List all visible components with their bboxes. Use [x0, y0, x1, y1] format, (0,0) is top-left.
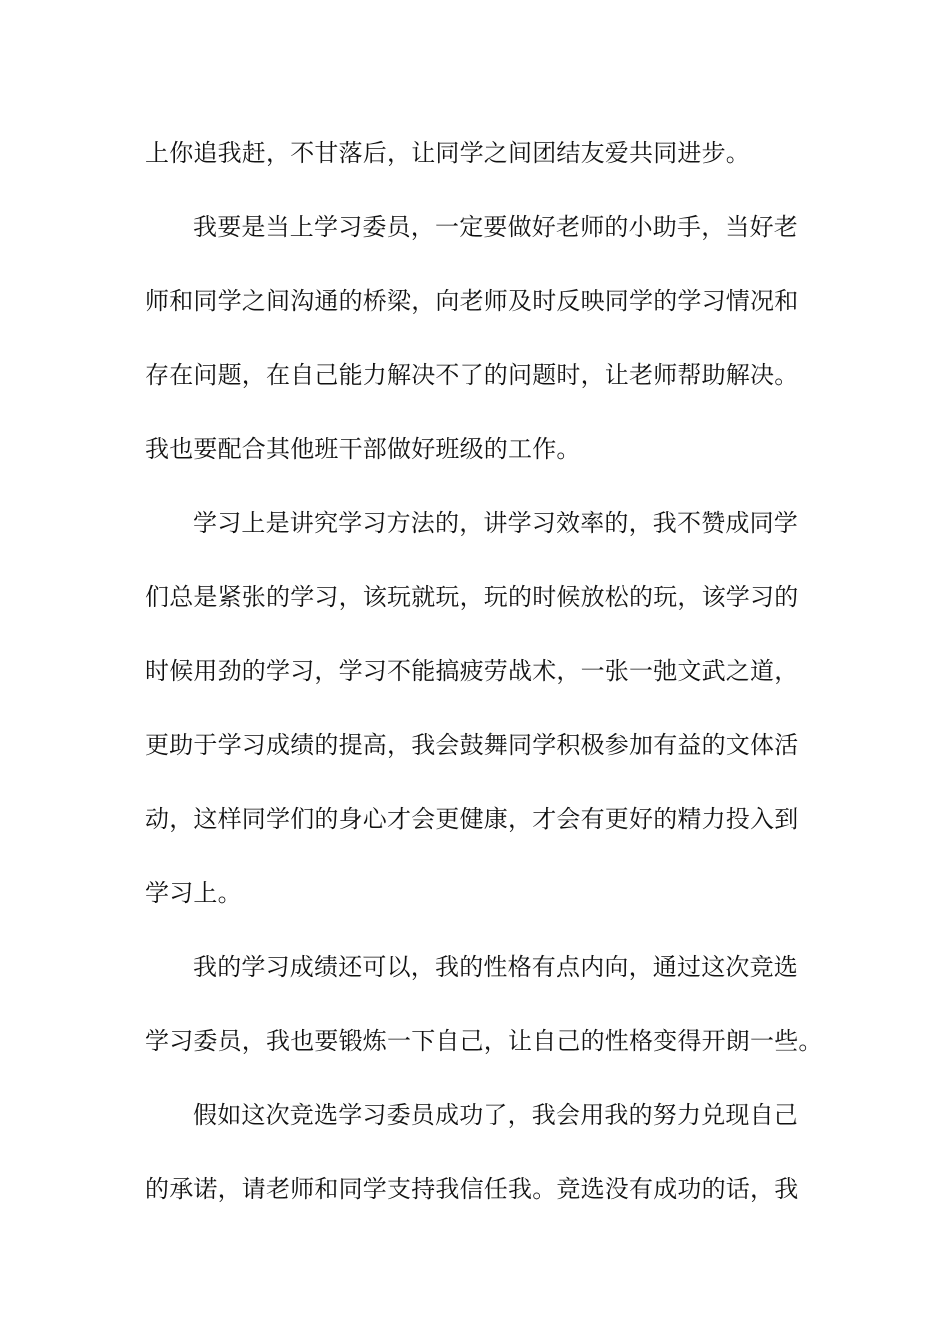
text-line: 师和同学之间沟通的桥梁，向老师及时反映同学的学习情况和 [145, 287, 799, 315]
text-line: 们总是紧张的学习，该玩就玩，玩的时候放松的玩，该学习的 [145, 583, 799, 611]
document-body [145, 128, 823, 1238]
paragraph-start-line: 假如这次竞选学习委员成功了，我会用我的努力兑现自己 [193, 1101, 798, 1129]
text-line: 的承诺，请老师和同学支持我信任我。竞选没有成功的话，我 [145, 1175, 799, 1203]
text-line: 动，这样同学们的身心才会更健康，才会有更好的精力投入到 [145, 805, 799, 833]
paragraph-start-line: 我的学习成绩还可以，我的性格有点内向，通过这次竞选 [193, 953, 798, 981]
text-line: 学习上。 [145, 879, 242, 907]
paragraph-start-line: 学习上是讲究学习方法的，讲学习效率的，我不赞成同学 [193, 509, 798, 537]
text-line: 我也要配合其他班干部做好班级的工作。 [145, 435, 581, 463]
text-line: 学习委员，我也要锻炼一下自己，让自己的性格变得开朗一些。 [145, 1027, 823, 1055]
paragraph-start-line: 我要是当上学习委员，一定要做好老师的小助手，当好老 [193, 213, 798, 241]
text-line: 更助于学习成绩的提高，我会鼓舞同学积极参加有益的文体活 [145, 731, 799, 759]
text-line: 存在问题，在自己能力解决不了的问题时，让老师帮助解决。 [145, 361, 799, 389]
text-line: 上你追我赶，不甘落后，让同学之间团结友爱共同进步。 [145, 139, 750, 167]
text-line: 时候用劲的学习，学习不能搞疲劳战术，一张一弛文武之道， [145, 657, 799, 685]
